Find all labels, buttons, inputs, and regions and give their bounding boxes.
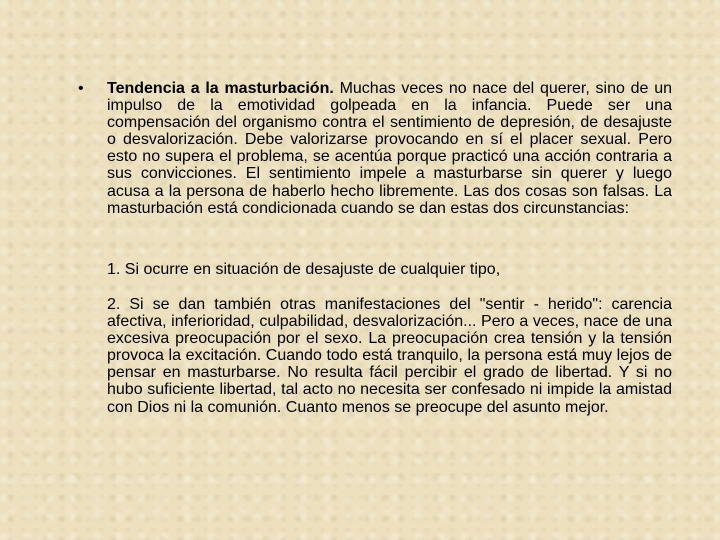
- condition-item-2: 2. Si se dan también otras manifestaciones del "sentir - herido": carencia afectiva, inferioridad, culpabilidad, desvalorización... Pero a veces, nace de una excesiva preocupación por el sexo. La preocupación crea tensión y la tensión provoca la excitación. Cuando todo está tranquilo, la persona está muy lejos de pensar en masturbarse. No resulta fácil percibir el grado de libertad. Y si no hubo suficiente libertad, tal acto no necesita ser confesado ni impide la amistad con Dios ni la comunión. Cuanto menos se preocupe del asunto mejor.: [107, 296, 672, 416]
- paragraph-body: Muchas veces no nace del querer, sino de un impulso de la emotividad golpeada en la infancia. Puede ser una compensación del organismo contra el sentimiento de depresión, de desajuste o desvalorización. Debe valorizarse provocando en sí el placer sexual. Pero esto no supera el problema, se acentúa porque practicó una acción contraria a sus convicciones. El sentimiento impele a masturbarse sin querer y luego acusa a la persona de haberlo hecho libremente. Las dos cosas son falsas. La masturbación está condicionada cuando se dan estas dos circunstancias:: [107, 80, 672, 217]
- paragraph-masturbation-tendency: [107, 80, 672, 217]
- paragraph-lead: Tendencia a la masturbación.: [107, 80, 334, 97]
- condition-item-1: 1. Si ocurre en situación de desajuste de cualquier tipo,: [107, 261, 501, 278]
- bullet-icon: •: [78, 80, 84, 97]
